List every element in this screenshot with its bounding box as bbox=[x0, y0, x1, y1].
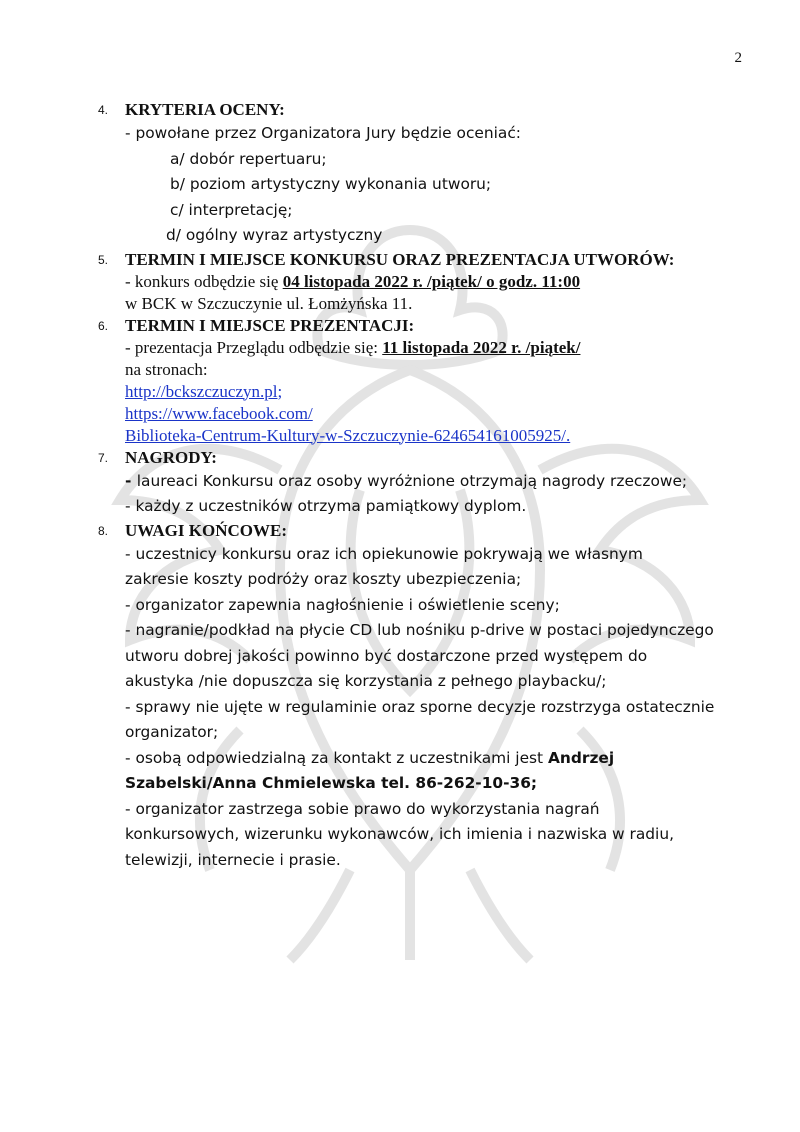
section-prizes bbox=[98, 447, 758, 520]
note-line: utworu dobrej jakości powinno być dostarczone przed występem do bbox=[125, 646, 648, 665]
prizes-line: - każdy z uczestników otrzyma pamiątkowy dyplom. bbox=[125, 497, 527, 515]
note-line: akustyka /nie dopuszcza się korzystania z pełnego playbacku/; bbox=[125, 672, 607, 690]
note-line: - organizator zastrzega sobie prawo do wykorzystania nagrań bbox=[125, 799, 600, 818]
contact-details: Szabelski/Anna Chmielewska tel. 86-262-10-36; bbox=[125, 774, 538, 792]
note-line: - sprawy nie ujęte w regulaminie oraz sporne decyzje rozstrzyga ostatecznie bbox=[125, 697, 715, 716]
criteria-item: d/ ogólny wyraz artystyczny bbox=[166, 226, 383, 244]
contact-name: Andrzej bbox=[548, 748, 615, 767]
criteria-intro: - powołane przez Organizatora Jury będzie oceniać: bbox=[125, 124, 521, 142]
contest-place-line: w BCK w Szczuczynie ul. Łomżyńska 11. bbox=[125, 293, 413, 313]
section-heading: KRYTERIA OCENY: bbox=[125, 100, 285, 119]
contest-date-line: - konkurs odbędzie się 04 listopada 2022 r. /piątek/ o godz. 11:00 bbox=[125, 271, 581, 291]
note-line: konkursowych, wizerunku wykonawców, ich imienia i nazwiska w radiu, bbox=[125, 825, 674, 843]
section-heading: NAGRODY: bbox=[125, 447, 217, 467]
section-criteria bbox=[98, 99, 758, 249]
contact-line: - osobą odpowiedzialną za kontakt z uczestnikami jest Andrzej bbox=[125, 748, 615, 767]
website-link[interactable]: http://bckszczuczyn.pl; bbox=[125, 381, 283, 401]
note-line: - uczestnicy konkursu oraz ich opiekunowie pokrywają we własnym bbox=[125, 544, 643, 563]
presentation-pages-label: na stronach: bbox=[125, 359, 208, 379]
section-number: 6. bbox=[98, 318, 109, 333]
prizes-line: - laureaci Konkursu oraz osoby wyróżnione otrzymają nagrody rzeczowe; bbox=[125, 471, 688, 490]
facebook-page-link[interactable]: Biblioteka-Centrum-Kultury-w-Szczuczynie-624654161005925/. bbox=[125, 425, 571, 445]
note-line: organizator; bbox=[125, 723, 219, 741]
section-number: 8. bbox=[98, 523, 109, 538]
section-contest-date bbox=[98, 249, 758, 315]
section-number: 5. bbox=[98, 252, 109, 267]
section-heading: TERMIN I MIEJSCE PREZENTACJI: bbox=[125, 315, 415, 335]
section-number: 4. bbox=[98, 103, 109, 117]
presentation-date: 11 listopada 2022 r. /piątek/ bbox=[382, 337, 581, 357]
note-line: telewizji, internecie i prasie. bbox=[125, 850, 341, 869]
document-body bbox=[98, 99, 758, 873]
presentation-date-line: - prezentacja Przeglądu odbędzie się: 11 listopada 2022 r. /piątek/ bbox=[125, 337, 581, 357]
section-presentation bbox=[98, 315, 758, 447]
criteria-item: b/ poziom artystyczny wykonania utworu; bbox=[170, 175, 492, 193]
section-heading: UWAGI KOŃCOWE: bbox=[125, 520, 287, 540]
note-line: - organizator zapewnia nagłośnienie i oświetlenie sceny; bbox=[125, 595, 560, 614]
section-heading: TERMIN I MIEJSCE KONKURSU ORAZ PREZENTACJA UTWORÓW: bbox=[125, 249, 675, 269]
page-number: 2 bbox=[734, 50, 742, 66]
facebook-link[interactable]: https://www.facebook.com/ bbox=[125, 403, 313, 423]
criteria-item: c/ interpretację; bbox=[170, 200, 293, 219]
note-line: zakresie koszty podróży oraz koszty ubezpieczenia; bbox=[125, 570, 522, 588]
section-final-notes bbox=[98, 520, 758, 874]
section-number: 7. bbox=[98, 450, 109, 465]
contest-date: 04 listopada 2022 r. /piątek/ o godz. 11:00 bbox=[282, 271, 581, 291]
criteria-item: a/ dobór repertuaru; bbox=[170, 149, 327, 168]
note-line: - nagranie/podkład na płycie CD lub nośniku p-drive w postaci pojedynczego bbox=[125, 621, 714, 639]
